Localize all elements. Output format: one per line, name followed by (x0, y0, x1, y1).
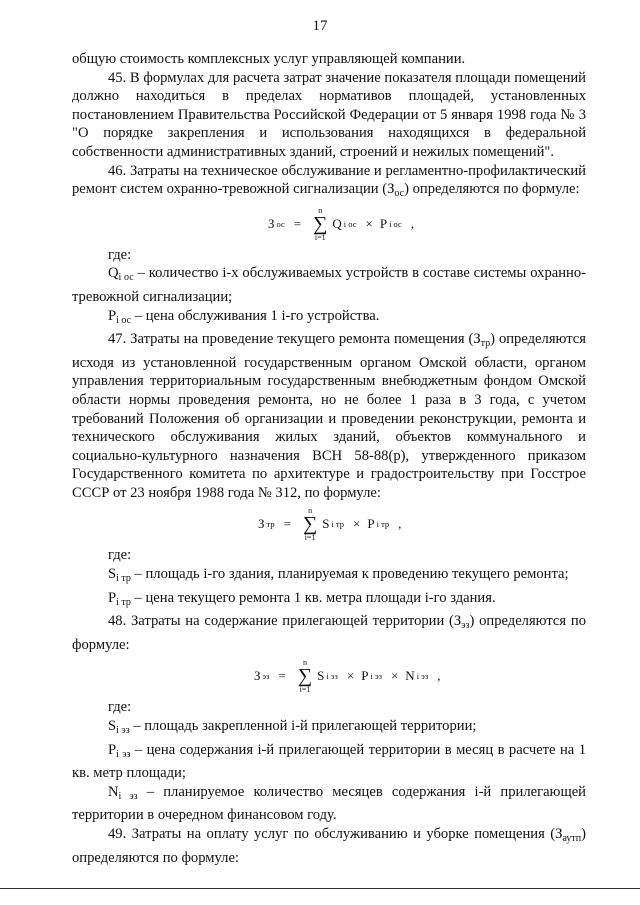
definition-text: – планируемое количество месяцев содержания i-й прилегающей территории в очередном финансовом году. (72, 783, 586, 824)
where-46: где: (108, 246, 132, 263)
formula-48-times-1: × (346, 668, 355, 684)
formula-48-term1-sub: i эз (326, 671, 338, 682)
definition-symbol: P (108, 307, 117, 324)
formula-48-end: , (437, 668, 441, 684)
definition-sub: i эз (118, 790, 138, 802)
paragraph-48-text: 48. Затраты на содержание прилегающей территории (З (108, 613, 462, 630)
definition-symbol: S (108, 566, 117, 583)
formula-47-term2: P (367, 516, 375, 532)
paragraph-47-tail: ) определяются исходя из установленной государственным органом Омской области, органом управления территориальным государственным внебюджетным фондом Омской области нормы проведения ремонта, но не более 1 раза в 3 года, с учетом требований Положения об организации и проведении реконструкции, ремонта и технического обслуживания жилых зданий, объектов коммунального и социально-культурного назначения ВСН 58-88(р), утвержденного приказом Государственного комитета по архитектуре и градостроительству при Госстрое СССР от 23 ноября 1988 года № 312, по формуле: (72, 331, 586, 501)
definition-text: – цена обслуживания 1 i-го устройства. (131, 307, 380, 324)
paragraph-49 (72, 825, 586, 867)
where-48: где: (108, 699, 132, 716)
definition-sub: i эз (116, 725, 130, 737)
formula-48-lhs: З (254, 668, 261, 684)
formula-48-term2-sub: i эз (370, 671, 382, 682)
definition-symbol: Q (108, 265, 119, 282)
sum-sign: ∑ (297, 665, 313, 688)
sum-sign: ∑ (313, 212, 328, 235)
definition-47-s (72, 565, 586, 589)
formula-47-sum (303, 506, 317, 542)
paragraph-49-tail: ) определяются по формуле: (72, 826, 586, 866)
definition-sub: i эз (116, 748, 131, 760)
paragraph-48 (72, 612, 586, 654)
paragraph-45: 45. В формулах для расчета затрат значение показателя площади помещений должно находиться в пределах нормативов площадей, установленных постановлением Правительства Российской Федерации от 5 января 1998 года № 3 "О порядке закрепления и использования находящихся в федеральной собственности административных зданий, строений и нежилых помещений". (72, 69, 586, 160)
definition-47-p (72, 589, 586, 613)
formula-47-eq: = (283, 516, 291, 532)
paragraph-47-sub: тр (480, 338, 491, 350)
definition-sub: i тр (116, 596, 131, 608)
formula-48-times-2: × (390, 668, 399, 684)
sum-lower-limit: i=1 (304, 533, 316, 543)
formula-48 (72, 658, 586, 694)
where-47: где: (108, 547, 132, 564)
formula-46-times: × (365, 215, 373, 231)
definition-text: – площадь i-го здания, планируемая к проведению текущего ремонта; (130, 566, 569, 583)
paragraph-46-text: 46. Затраты на техническое обслуживание и регламентно-профилактический ремонт систем охранно-тревожной сигнализации (З (72, 162, 586, 198)
definition-symbol: P (108, 741, 117, 758)
definition-text: – цена текущего ремонта 1 кв. метра площади i-го здания. (130, 589, 496, 606)
paragraph-48-sub: эз (461, 620, 470, 632)
formula-46-eq: = (293, 215, 302, 231)
formula-46-term2-sub: i ос (389, 218, 402, 229)
definition-symbol: N (108, 783, 119, 800)
formula-47 (72, 506, 586, 542)
paragraph-46 (72, 162, 586, 204)
formula-46-sum (313, 206, 327, 242)
document-body (72, 50, 586, 867)
formula-48-sum (298, 658, 312, 694)
formula-47-end: , (398, 516, 402, 532)
definition-text: – площадь закрепленной i-й прилегающей территории; (129, 718, 477, 735)
paragraph-46-sub: ос (394, 188, 405, 200)
definition-48-s (72, 717, 586, 741)
formula-47-lhs: З (258, 516, 265, 532)
definition-sub: i тр (116, 573, 131, 585)
formula-46-term1-sub: i ос (343, 218, 357, 229)
definition-sub: i ос (118, 272, 134, 284)
sum-lower-limit: i=1 (314, 232, 326, 242)
definition-46-q (72, 264, 586, 306)
formula-48-lhs-sub: эз (262, 671, 270, 682)
formula-46-term2: P (379, 215, 388, 231)
formula-46-lhs: З (268, 215, 275, 231)
formula-46-end: , (410, 215, 415, 231)
paragraph-46-tail: ) определяются по формуле: (404, 181, 580, 198)
definition-text: – цена содержания i-й прилегающей территории в месяц в расчете на 1 кв. метр площади; (72, 741, 586, 782)
formula-47-term1: S (322, 516, 330, 532)
paragraph-48-tail: ) определяются по формуле: (72, 613, 586, 653)
sum-upper-limit: n (318, 205, 323, 215)
definition-text: – количество i-х обслуживаемых устройств в составе системы охранно-тревожной сигнализации; (72, 265, 587, 305)
formula-48-term1: S (317, 668, 325, 684)
formula-47-times: × (353, 516, 361, 532)
formula-48-term3-sub: i эз (416, 671, 429, 682)
bottom-rule (0, 888, 640, 889)
sum-upper-limit: n (308, 506, 313, 516)
formula-48-eq: = (278, 668, 286, 684)
page-number: 17 (312, 18, 328, 34)
formula-47-lhs-sub: тр (266, 519, 275, 530)
definition-46-p (72, 307, 586, 331)
formula-48-term2: P (361, 668, 369, 684)
definition-sub: i ос (116, 314, 132, 326)
formula-46 (72, 206, 586, 242)
sum-sign: ∑ (302, 513, 318, 536)
sum-lower-limit: i=1 (299, 685, 311, 695)
formula-46-term1: Q (332, 215, 342, 231)
definition-48-n (72, 783, 586, 825)
formula-48-term3: N (405, 668, 415, 684)
definition-symbol: S (108, 718, 117, 735)
formula-46-lhs-sub: ос (276, 218, 285, 229)
paragraph-47-text: 47. Затраты на проведение текущего ремонта помещения (З (108, 331, 481, 348)
formula-47-term1-sub: i тр (331, 519, 344, 530)
paragraph-49-text: 49. Затраты на оплату услуг по обслуживанию и уборке помещения (З (108, 826, 563, 842)
sum-upper-limit: n (303, 658, 307, 668)
continuation-paragraph: общую стоимость комплексных услуг управляющей компании. (72, 51, 466, 67)
paragraph-47 (72, 330, 586, 502)
definition-48-p (72, 741, 586, 783)
definition-symbol: P (108, 589, 117, 606)
formula-47-term2-sub: i тр (376, 519, 390, 530)
paragraph-49-sub: аутп (562, 833, 582, 844)
